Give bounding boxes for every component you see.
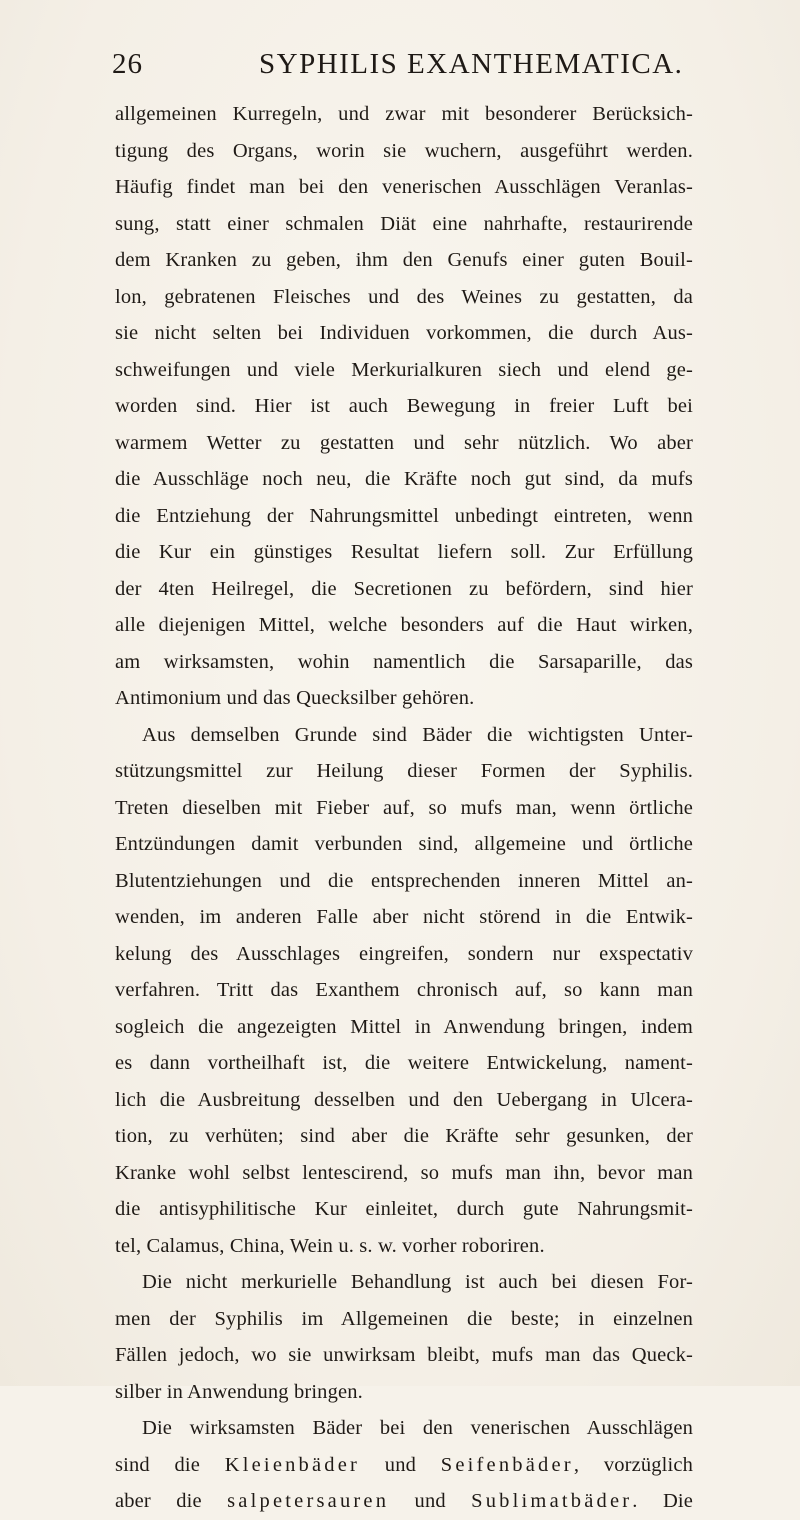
text-line <box>115 1447 693 1484</box>
text-line <box>115 1483 693 1520</box>
text-span: sind die <box>115 1453 225 1476</box>
text-line: men der Syphilis im Allgemeinen die beste; in einzelnen <box>115 1307 693 1330</box>
text-span: , vorzüglich <box>573 1453 694 1476</box>
spaced-emphasis: Sublimatbäder <box>471 1490 633 1512</box>
text-line: silber in Anwendung bringen. <box>115 1380 363 1403</box>
text-line: Die nicht merkurielle Behandlung ist auch bei diesen For- <box>142 1271 693 1293</box>
text-line: Treten dieselben mit Fieber auf, so mufs man, wenn örtliche <box>115 796 693 819</box>
text-line: lon, gebratenen Fleisches und des Weines zu gestatten, da <box>115 285 693 308</box>
text-span: . Die <box>632 1490 693 1512</box>
text-line: der 4ten Heilregel, die Secretionen zu befördern, sind hier <box>115 577 693 600</box>
text-line: Kranke wohl selbst lentescirend, so mufs man ihn, bevor man <box>115 1161 693 1184</box>
text-span: und <box>360 1453 441 1476</box>
text-line: am wirksamsten, wohin namentlich die Sarsaparille, das <box>115 650 693 673</box>
text-line: sogleich die angezeigten Mittel in Anwendung bringen, indem <box>115 1015 693 1038</box>
text-line: Fällen jedoch, wo sie unwirksam bleibt, mufs man das Queck- <box>115 1344 693 1366</box>
text-line: worden sind. Hier ist auch Bewegung in freier Luft bei <box>115 395 693 417</box>
text-line: es dann vortheilhaft ist, die weitere Entwickelung, nament- <box>115 1052 693 1074</box>
text-line: Blutentziehungen und die entsprechenden inneren Mittel an- <box>115 869 693 892</box>
page-header <box>112 48 690 88</box>
text-line: tel, Calamus, China, Wein u. s. w. vorher roboriren. <box>115 1234 545 1257</box>
text-line: tion, zu verhüten; sind aber die Kräfte sehr gesunken, der <box>115 1125 693 1147</box>
text-line: schweifungen und viele Merkurialkuren siech und elend ge- <box>115 358 693 381</box>
text-line: die Ausschläge noch neu, die Kräfte noch gut sind, da mufs <box>115 468 693 490</box>
text-span: und <box>389 1490 472 1512</box>
text-line: alle diejenigen Mittel, welche besonders auf die Haut wirken, <box>115 614 693 636</box>
spaced-emphasis: Kleienbäder <box>224 1453 361 1476</box>
running-title: SYPHILIS EXANTHEMATICA. <box>259 48 684 80</box>
text-line: verfahren. Tritt das Exanthem chronisch auf, so kann man <box>115 979 693 1001</box>
spaced-emphasis: Seifenbäder <box>440 1453 574 1476</box>
text-line: Antimonium und das Quecksilber gehören. <box>115 687 475 709</box>
text-line: die Kur ein günstiges Resultat liefern soll. Zur Erfüllung <box>115 541 693 563</box>
text-line: Entzündungen damit verbunden sind, allgemeine und örtliche <box>115 833 693 855</box>
text-line: die antisyphilitische Kur einleitet, durch gute Nahrungsmit- <box>115 1198 693 1220</box>
text-line: wenden, im anderen Falle aber nicht störend in die Entwik- <box>115 906 693 928</box>
text-line: Die wirksamsten Bäder bei den venerischen Ausschlägen <box>142 1417 693 1439</box>
text-line: allgemeinen Kurregeln, und zwar mit besonderer Berücksich- <box>115 103 693 125</box>
text-line: sie nicht selten bei Individuen vorkommen, die durch Aus- <box>115 322 693 344</box>
text-line: dem Kranken zu geben, ihm den Genufs einer guten Bouil- <box>115 249 693 271</box>
text-line: tigung des Organs, worin sie wuchern, ausgeführt werden. <box>115 139 693 162</box>
body-text <box>115 96 693 1520</box>
text-line: kelung des Ausschlages eingreifen, sondern nur exspectativ <box>115 942 693 965</box>
page-number: 26 <box>112 48 143 80</box>
text-line: stützungsmittel zur Heilung dieser Formen der Syphilis. <box>115 760 693 782</box>
text-line: lich die Ausbreitung desselben und den Uebergang in Ulcera- <box>115 1088 693 1111</box>
spaced-emphasis: salpetersauren <box>227 1490 390 1512</box>
text-line: Häufig findet man bei den venerischen Ausschlägen Veranlas- <box>115 176 693 198</box>
text-line: Aus demselben Grunde sind Bäder die wichtigsten Unter- <box>142 723 693 746</box>
text-span: aber die <box>115 1490 228 1512</box>
text-line: warmem Wetter zu gestatten und sehr nützlich. Wo aber <box>115 431 693 454</box>
text-line: die Entziehung der Nahrungsmittel unbedingt eintreten, wenn <box>115 504 693 527</box>
text-line: sung, statt einer schmalen Diät eine nahrhafte, restaurirende <box>115 212 693 235</box>
